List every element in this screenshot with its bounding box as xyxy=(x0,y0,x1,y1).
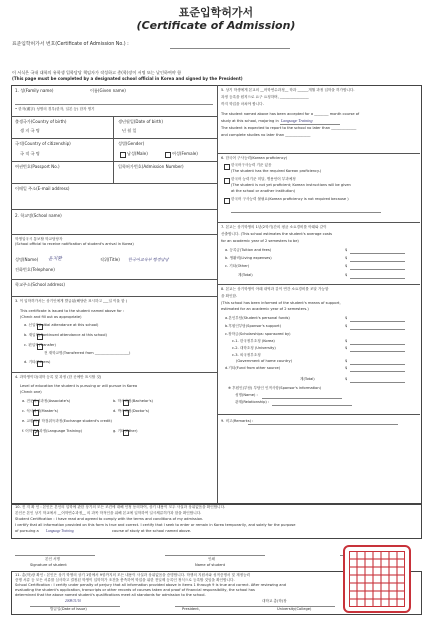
university-president-ko: 대학교 총(학)장 xyxy=(262,599,287,603)
student-name-label: Name of student xyxy=(195,563,226,567)
transfer-label: c. 편입학(Transfer) xyxy=(24,343,56,347)
tuition-currency: $ xyxy=(345,248,348,252)
foreign-gov-currency: $ xyxy=(345,359,348,363)
acceptance-line-6: The student is expected to report to the school no later than ______________ xyxy=(221,126,357,130)
issue-date-value: 2008/11/10 xyxy=(65,599,82,603)
row-divider xyxy=(11,234,217,235)
student-cert-line-6: course of study at the school named above. xyxy=(112,529,192,533)
tuition-label: a. 등록금(Tuition and fees) xyxy=(225,248,272,252)
date-of-birth-label: 생년월일(Date of birth) xyxy=(118,119,163,124)
korean-gov-currency: $ xyxy=(345,339,348,343)
proficiency-not-required-label: 한국어 구사능력 불필요(Korean proficiency is not required because ) xyxy=(231,197,349,201)
doctors-label: d. 박사과정(Doctor's) xyxy=(113,409,150,413)
korean-gov-label: c-1. 한국정부초청 (Korea) xyxy=(232,339,275,343)
other-costs-currency: $ xyxy=(345,264,348,268)
exchange-student-label: e. 교환학생 학점취득과정(Exchange student's credit) xyxy=(22,419,112,423)
costs-total-currency: $ xyxy=(345,273,348,277)
living-expenses-currency: $ xyxy=(345,256,348,260)
male-label: 남성(Male) xyxy=(127,151,148,156)
masters-label: c. 석사과정(Master's) xyxy=(22,409,59,413)
purpose-check-note: (Check and fill out as appropriate) xyxy=(20,315,82,319)
email-label: 이메일 주소(E-mail address) xyxy=(15,186,70,191)
acceptance-line-1: 5. 상기 학생에게 본교의 __어학연수과정__ 학과 ______개월 과정 입학을 허가합니다. xyxy=(221,88,355,92)
country-of-birth-label: 출생국가(Country of birth) xyxy=(15,119,67,124)
row-divider xyxy=(11,296,217,297)
row-divider xyxy=(11,161,217,162)
transferred-from-label: 전 재학교명(Transferred from ___________________) xyxy=(44,351,131,355)
citizenship-field[interactable]: 국 적 국 명 xyxy=(20,151,40,156)
student-name-label-ko: 인쇄 xyxy=(208,557,215,561)
university-label: University(College) xyxy=(277,607,312,611)
school-cert-line-2: 증명 서류 등 모든 서류를 심사하고 결정된 학생이 입학허가 조건을 충족하여 학업을 위한 전일제 등록인 정식으로 등록할 것임을 확인합니다. xyxy=(15,578,235,582)
language-training-label: f. 어학연수과정(Language Training) xyxy=(22,429,82,433)
school-name-label: 2. 학교명(School name) xyxy=(15,213,62,218)
acceptance-line-5: study at this school, majoring in xyxy=(221,119,279,123)
proficiency-met-checkbox[interactable] xyxy=(224,164,230,170)
university-seal xyxy=(343,545,411,613)
admission-number-label: 입학허가번호(Admission Number) xyxy=(118,164,184,169)
official-title-label: 직위(Title) xyxy=(100,257,120,262)
proficiency-met-label: 한국어구사능력 기준 있음 xyxy=(231,163,272,167)
funding-total-label: 계(Total) xyxy=(300,377,315,381)
student-cert-line-1: 10. 진 지 확 인 : 본인은 본인의 입학에 관한 상기의 모든 조건에 대해 인정 동의하여, 상기 내용이 모두 사실과 상위없음을 확인합니다. xyxy=(15,505,226,509)
female-checkbox[interactable] xyxy=(165,152,171,158)
korean-proficiency-header: 6. 한국어 구사능력(Korean proficiency) xyxy=(221,156,288,160)
citizenship-label: 국적(Country of citizenship) xyxy=(15,141,71,146)
university-scholarship-currency: $ xyxy=(345,346,348,350)
acceptance-line-7: and complete studies no later than ______________ xyxy=(221,133,311,137)
school-cert-line-5: determined that the above named student's qualifications meet all standards for admission to the school. xyxy=(15,593,206,597)
president-label: President, xyxy=(182,607,200,611)
row-divider xyxy=(217,222,420,223)
other-level-label: g. 기타(Other) xyxy=(113,429,138,433)
school-address-label: 학교주소(School address) xyxy=(15,282,65,287)
personal-funds-label: a.본인부담(Student's personal funds) xyxy=(225,316,290,320)
male-checkbox[interactable] xyxy=(120,152,126,158)
row-divider xyxy=(11,372,217,373)
row-divider xyxy=(217,414,420,415)
student-cert-line-5: of pursuing a xyxy=(15,529,39,533)
document-title-english: (Certificate of Admission) xyxy=(136,19,296,32)
other-funds-label: d.기타(Fund from other source) xyxy=(225,366,281,370)
others-label: d. 기타(Others) xyxy=(24,360,51,364)
associates-label: a. 전문학사과정(Associate's) xyxy=(22,399,71,403)
row-divider xyxy=(11,116,217,117)
document-title-korean: 표준입학허가서 xyxy=(178,6,254,19)
row-divider xyxy=(11,209,217,210)
row-divider xyxy=(217,284,420,285)
official-name-label: 성명(Name) xyxy=(15,257,39,262)
funding-total-currency: $ xyxy=(345,377,348,381)
foreign-gov-english: (Government of home country) xyxy=(236,359,293,363)
living-expenses-label: b. 생활비(Living expenses) xyxy=(225,256,272,260)
student-cert-line-2: 본인은 본인 상기 학교에서 __어학연수과정__ 의 과목 학적인을 위해 본교에 입학하여 일시체류허가과 함을 확인합니다. xyxy=(15,511,202,515)
country-of-birth-field[interactable]: 생 지 국 명 xyxy=(20,128,40,133)
initial-attendance-label: a. 신입학(Initial attendance at this school) xyxy=(24,323,99,327)
row-divider xyxy=(11,279,217,280)
given-name-label: 이름(Given name) xyxy=(90,88,126,93)
family-name-label: 1. 성(Family name) xyxy=(15,88,54,93)
estimated-costs-line-1: 7. 본교는 상기학생의 1년(2학기)간의 평균 소요경비를 아래와 같이 xyxy=(221,225,327,229)
education-level-check-note: (Check one) xyxy=(20,390,42,394)
cell-divider xyxy=(113,161,114,183)
telephone-label: 전화번호(Telephone) xyxy=(15,267,55,272)
student-signature-label: Signature of student xyxy=(30,563,67,567)
other-costs-label: c. 기타(Other) xyxy=(225,264,250,268)
estimated-costs-line-3: for an academic year of 2 semesters to be) xyxy=(221,239,299,243)
funding-line-2: 을 확인함. xyxy=(221,294,238,298)
university-scholarship-label: c-2. 대학초청 (University) xyxy=(232,346,276,350)
foreign-gov-label: c-3. 외국정부초청 xyxy=(232,353,261,357)
sponsor-support-label: b.후원인부담(Sponsor's support) xyxy=(225,324,281,328)
school-official-korean: 학생입국시 통보할 학교담당자 xyxy=(15,237,63,241)
school-official-english: (School official to receive notification of student's arrival in Korea) xyxy=(15,242,134,246)
official-name-value: 윤지환 xyxy=(48,257,62,262)
personal-funds-currency: $ xyxy=(345,316,348,320)
official-title-value: 한국어교육부 행정담당 xyxy=(128,257,169,262)
education-level-header: 4. 과학생이다(대학 등록 및 과정 (한 곳에만 표시할 것) xyxy=(15,375,102,379)
remarks-label: 9. 비고(Remarks) : xyxy=(221,419,254,423)
student-course-value: Language Training xyxy=(46,529,74,533)
gender-label: 성별(Gender) xyxy=(118,141,145,146)
student-cert-line-4: I certify that all information provided on this form is true and correct. I certify that I seek to enter or remain in Korea temporarily, and solely for the purpose xyxy=(15,523,296,527)
acceptance-line-2: 과정 등록을 원칙으로 요구 요청하며, ________________ xyxy=(221,95,309,99)
other-funds-currency: $ xyxy=(345,366,348,370)
sponsor-relationship-label: 관계(Relationship) : xyxy=(235,400,270,404)
acceptance-line-3: 까지 학업을 마쳐야 합니다. xyxy=(221,102,264,106)
cell-divider xyxy=(113,138,114,161)
date-of-birth-field[interactable]: 년 월 일 xyxy=(122,128,137,133)
passport-label: 여권번호(Passport No.) xyxy=(15,164,60,169)
estimated-costs-line-2: 산출합니다. (This school estimates the student's average costs xyxy=(221,232,332,236)
purpose-header: 3. 이 입학허가서는 상기인에게 발급됨(해당란 표시하고 ___일 이율 함 ) xyxy=(15,299,128,303)
seal-pattern xyxy=(349,551,405,607)
proficiency-pending-label: 한국어 능력기준 미달, 병용언어 부과예정 xyxy=(231,177,296,181)
continued-attendance-label: b. 재입학(Continued attendance at this school) xyxy=(24,333,107,337)
row-divider xyxy=(11,138,217,139)
sponsor-support-currency: $ xyxy=(345,324,348,328)
sponsor-name-label: 성명(Name) : xyxy=(235,393,258,397)
female-label: 여성(Female) xyxy=(172,151,198,156)
funding-line-4: estimated for an academic year of 2 semesters.) xyxy=(221,307,309,311)
cell-divider xyxy=(113,116,114,138)
sponsor-info-label: ※ 후원인(부담) 부담인 인적사항(Sponsor's information) xyxy=(228,386,322,390)
proficiency-pending-english-2: at the school or another institution) xyxy=(231,189,296,193)
school-cert-line-3: School Certification : I certify under penalty of perjury that all information provided above in items 1 through 9 is true and correct. After reviewing and xyxy=(15,583,286,587)
student-cert-line-3: Student Certification : I have read and agreed to comply with the terms and conditions of my admission. xyxy=(15,517,204,521)
issue-date-label: 발급일(Date of issue) xyxy=(50,607,87,611)
chinese-name-note: • 한자(漢字) 성명의 경우(한자, 일본 등) 한자 명기 xyxy=(15,107,95,111)
row-divider xyxy=(11,183,217,184)
scholarships-label: c.장학금(Scholarships: sponsored by) xyxy=(225,332,291,336)
purpose-subheader: This certificate is issued to the student named above for : xyxy=(20,309,125,313)
bachelors-label: b. 학사과정(Bachelor's) xyxy=(113,399,153,403)
major-value: Language Training xyxy=(281,118,313,123)
school-cert-line-1: 11. 총(학)장 확인 : 본인은 상기 학생의 상기 1항에서 9항까지의 모든 내용이 사실과 상위없음을 증명합니다. 학생의 지원서와 성적증명서 및 재정능력 xyxy=(15,573,251,577)
column-divider xyxy=(217,85,218,503)
funding-line-3: (This school has been informed of the student's means of support, xyxy=(221,301,341,305)
education-level-subheader: Level of education the student is pursuing or will pursue in Korea xyxy=(20,384,138,388)
student-signature-label-ko: 본인 서명 xyxy=(45,557,61,561)
instruction-korean: 이 서식은 국내 대학의 유학생 입학담당 책임자가 작성하고 총(학)장이 서명 또는 날인하여야 함 xyxy=(12,70,182,75)
acceptance-line-4: The student named above has been accepted for a ________ month course of xyxy=(221,112,360,116)
school-cert-line-4: evaluating the student's application, transcripts or other records of courses taken and proof of financial responsibility, the school has xyxy=(15,588,255,592)
proficiency-not-required-checkbox[interactable] xyxy=(224,198,230,204)
proficiency-pending-english: (The student is not yet proficient; Korean instructions will be given xyxy=(231,183,351,187)
proficiency-pending-checkbox[interactable] xyxy=(224,178,230,184)
funding-line-1: 8. 본교는 상기학생이 아래 내역과 같이 연간 소요경비를 조달 가능함 xyxy=(221,287,329,291)
certificate-number-label: 표준입학허가서 번호(Certificate of Admission No.) : xyxy=(12,42,129,47)
proficiency-met-english: (The student has the required Korean proficiency.) xyxy=(231,169,322,173)
instruction-english: (This page must be completed by a designated school official in Korea and signed by the President) xyxy=(12,76,243,81)
costs-total-label: 계(Total) xyxy=(238,273,253,277)
row-divider xyxy=(217,153,420,154)
